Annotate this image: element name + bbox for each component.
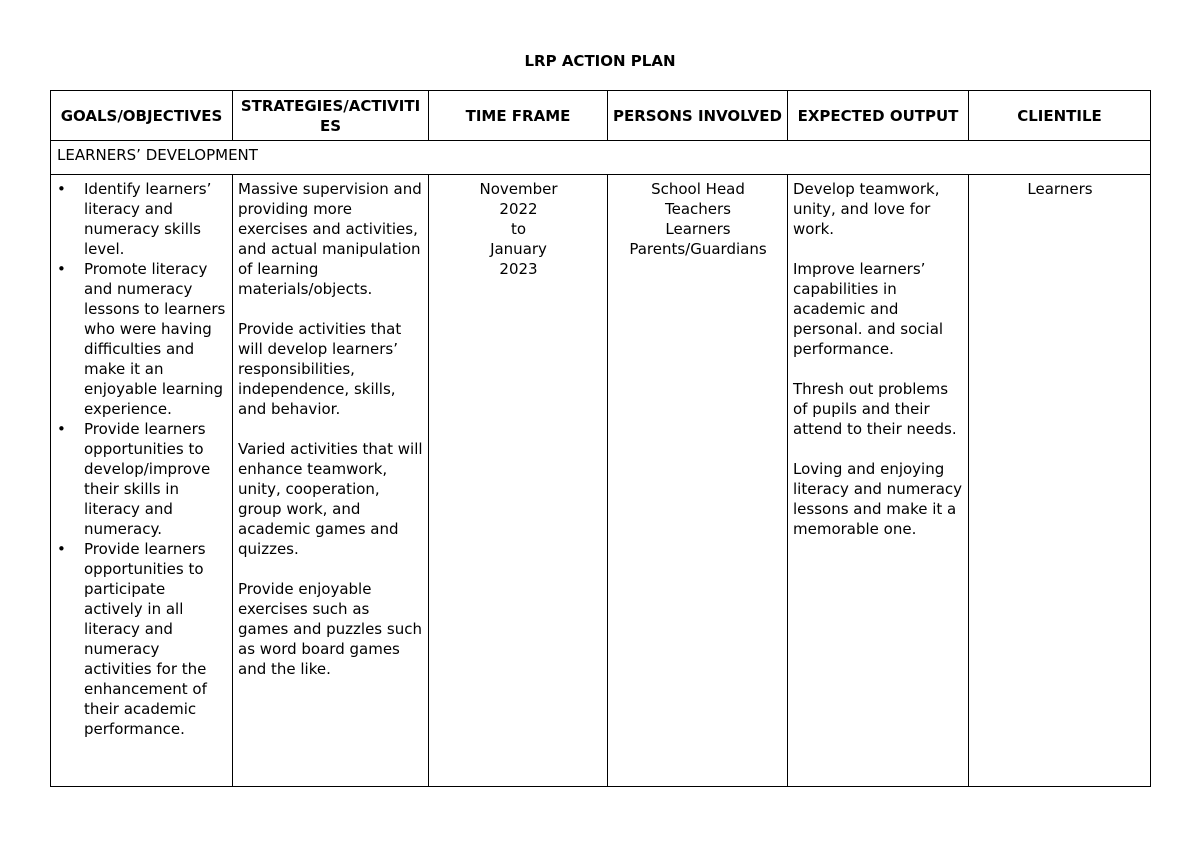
action-plan-table [50,90,1151,787]
strategy-paragraph: Massive supervision and providing more exercises and activities, and actual manipulation of learning materials/objects. [238,180,422,298]
goals-cell [51,175,233,787]
person-line: Teachers [665,200,731,218]
strategy-paragraph: Varied activities that will enhance teamwork, unity, cooperation, group work, and academic games and quizzes. [238,440,423,558]
goal-item: • Provide learners opportunities to develop/improve their skills in literacy and numeracy. [56,419,228,539]
goal-item: • Promote literacy and numeracy lessons to learners who were having difficulties and make it an enjoyable learning experience. [56,259,228,419]
persons-involved-cell [608,175,788,787]
strategies-cell [233,175,429,787]
header-goals: GOALS/OBJECTIVES [51,91,233,141]
goal-item: • Provide learners opportunities to participate actively in all literacy and numeracy activities for the enhancement of their academic performance. [56,539,228,739]
header-clientile: CLIENTILE [969,91,1151,141]
section-title: LEARNERS’ DEVELOPMENT [51,141,1151,175]
page-title: LRP ACTION PLAN [524,52,676,70]
output-paragraph: Develop teamwork, unity, and love for work. [793,180,940,238]
time-frame-line: 2022 [499,200,538,218]
header-row [51,91,1151,141]
output-paragraph: Improve learners’ capabilities in academic and personal. and social performance. [793,260,944,358]
person-line: School Head [651,180,745,198]
time-frame-cell [429,175,608,787]
strategy-paragraph: Provide enjoyable exercises such as games and puzzles such as word board games and the like. [238,580,422,678]
clientile-cell: Learners [969,175,1151,787]
strategy-paragraph: Provide activities that will develop learners’ responsibilities, independence, skills, and behavior. [238,320,402,418]
time-frame-line: 2023 [499,260,538,278]
section-row [51,141,1151,175]
time-frame-line: November [479,180,558,198]
plan-row [51,175,1151,787]
output-paragraph: Thresh out problems of pupils and their attend to their needs. [793,380,957,438]
output-paragraph: Loving and enjoying literacy and numeracy lessons and make it a memorable one. [793,460,963,538]
expected-output-cell [788,175,969,787]
header-persons-involved: PERSONS INVOLVED [608,91,788,141]
person-line: Learners [665,220,731,238]
header-strategies: STRATEGIES/ACTIVITIES [233,91,429,141]
time-frame-line: to [510,220,527,238]
header-expected-output: EXPECTED OUTPUT [788,91,969,141]
goal-item: • Identify learners’ literacy and numeracy skills level. [56,179,228,259]
time-frame-line: January [490,240,547,258]
person-line: Parents/Guardians [629,240,767,258]
goals-list [56,179,228,739]
header-time-frame: TIME FRAME [429,91,608,141]
